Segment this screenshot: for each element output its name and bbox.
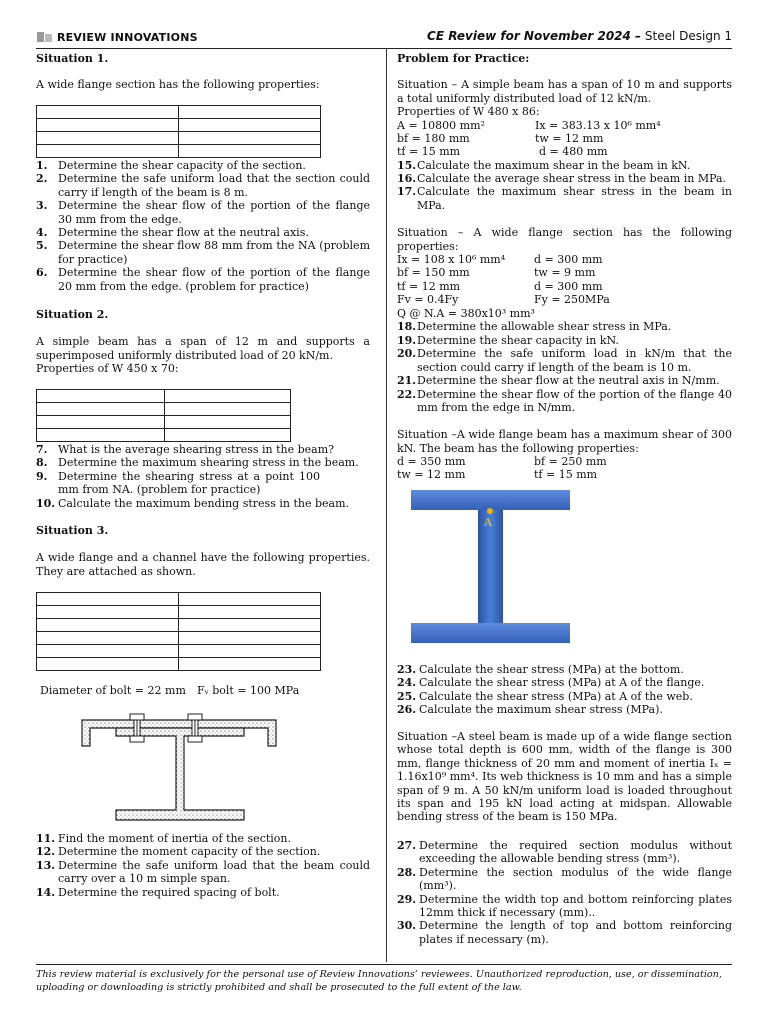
practice-1-props: Properties of W 480 x 86:	[397, 105, 540, 119]
situation-2-questions	[36, 443, 370, 510]
question-item: 16. Calculate the average shear stress in the beam in MPa.	[397, 172, 727, 186]
left-column	[36, 52, 370, 92]
practice-2-q: Q @ N.A = 380x10³ mm³	[397, 307, 535, 321]
logo-icon	[36, 31, 54, 43]
column-divider	[386, 48, 387, 962]
prop-value: bf = 150 mm	[397, 266, 470, 280]
situation-2-table	[36, 389, 291, 442]
question-item: 19. Determine the shear capacity in kN.	[397, 333, 619, 347]
question-item: 14. Determine the required spacing of bolt.	[36, 885, 280, 899]
brand	[36, 31, 198, 44]
prop-value: d = 350 mm	[397, 455, 466, 469]
practice-title: Problem for Practice:	[397, 52, 530, 65]
prop-value: d = 480 mm	[539, 144, 608, 158]
question-item: 24. Calculate the shear stress (MPa) at A of the flange.	[397, 676, 705, 690]
prop-value: Ix = 383.13 x 10⁶ mm⁴	[535, 118, 661, 132]
question-item: 5. Determine the shear flow 88 mm from the NA (problem for practice)	[36, 239, 370, 266]
question-item: 11. Find the moment of inertia of the section.	[36, 832, 291, 845]
question-item: 26. Calculate the maximum shear stress (MPa).	[397, 703, 663, 717]
course-title	[427, 30, 732, 43]
question-item: 23. Calculate the shear stress (MPa) at the bottom.	[397, 663, 684, 676]
prop-value: d = 300 mm	[534, 253, 603, 267]
course-subject: Steel Design 1	[641, 29, 732, 43]
question-item: 28. Determine the section modulus of the wide flange (mm³).	[397, 865, 732, 893]
disclaimer-text: This review material is exclusively for the personal use of Review Innovations’ reviewees. Unauthorized reproduction, use, or dissemination, uploading or downloading is strictly prohibited and shall be prosecuted to the full extent of the law.	[36, 969, 722, 993]
page-header	[36, 30, 732, 49]
prop-value: tf = 15 mm	[534, 468, 598, 482]
practice-2-values	[397, 253, 732, 307]
situation-1-table	[36, 105, 321, 158]
question-item: 13. Determine the safe uniform load that the beam could carry over a 10 m simple span.	[36, 858, 370, 886]
prop-value: Fv = 0.4Fy	[397, 293, 459, 307]
course-bold: CE Review for November 2024 –	[427, 29, 642, 43]
situation-3-title: Situation 3.	[36, 524, 109, 537]
practice-4	[397, 730, 732, 824]
practice-1-text: Situation – A simple beam has a span of 10 m and supports a total uniformly distributed load of 12 kN/m.	[397, 78, 732, 105]
practice-2-questions	[397, 320, 732, 414]
situation-3	[36, 524, 370, 578]
question-item: 3. Determine the shear flow of the portion of the flange 30 mm from the edge.	[36, 199, 370, 226]
situation-2	[36, 308, 370, 376]
prop-value: Ix = 108 x 10⁶ mm⁴	[397, 253, 506, 267]
practice-4-text: Situation –A steel beam is made up of a wide flange section whose total depth is 600 mm, width of the flange is 300 mm, flange thickness of 20 mm and moment of inertia Iₓ = 1.16x10⁹ mm⁴. Its web thickness is 10 mm and has a simple span of 9 m. A 50 kN/m uniform load is loaded throughout its span and 195 kN load acting at midspan. Allowable bending stress of the beam is 150 MPa.	[397, 730, 732, 824]
situation-2-props: Properties of W 450 x 70:	[36, 362, 179, 376]
practice-3-values	[397, 455, 732, 481]
question-item: 21. Determine the shear flow at the neutral axis in N/mm.	[397, 374, 720, 388]
prop-value: tw = 12 mm	[535, 131, 604, 145]
prop-value: tw = 9 mm	[534, 266, 596, 280]
question-item: 6. Determine the shear flow of the portion of the flange 20 mm from the edge. (problem for practice)	[36, 266, 370, 293]
situation-3-text: A wide flange and a channel have the following properties. They are attached as shown.	[36, 551, 370, 578]
question-item: 2. Determine the safe uniform load that the section could carry if length of the beam is 8 m.	[36, 172, 370, 199]
practice-3-text: Situation –A wide flange beam has a maximum shear of 300 kN. The beam has the following properties:	[397, 428, 732, 455]
right-column	[397, 52, 732, 481]
top-flange	[411, 490, 570, 510]
prop-value: tf = 15 mm	[397, 144, 461, 158]
brand-name: REVIEW INNOVATIONS	[57, 31, 198, 44]
situation-2-title: Situation 2.	[36, 308, 109, 321]
bolt-diameter: Diameter of bolt = 22 mm	[40, 684, 186, 697]
prop-value: bf = 250 mm	[534, 455, 607, 469]
question-item: 22. Determine the shear flow of the portion of the flange 40 mm from the edge in N/mm.	[397, 387, 732, 414]
question-item: 10. Calculate the maximum bending stress in the beam.	[36, 496, 349, 510]
situation-3-questions	[36, 832, 370, 899]
question-item: 7. What is the average shearing stress in the beam?	[36, 443, 335, 456]
situation-2-text: A simple beam has a span of 12 m and supports a superimposed uniformly distributed load of 20 kN/m.	[36, 335, 370, 362]
point-a-label: A	[484, 516, 492, 529]
i-beam-diagram	[410, 489, 572, 645]
question-item: 30. Determine the length of top and bottom reinforcing plates if necessary (m).	[397, 919, 732, 946]
situation-3-table	[36, 592, 321, 671]
practice-1-values	[397, 119, 732, 159]
question-item: 29. Determine the width top and bottom reinforcing plates 12mm thick if necessary (mm)..	[397, 892, 732, 920]
question-item: 12. Determine the moment capacity of the section.	[36, 845, 321, 859]
prop-value: tf = 12 mm	[397, 280, 461, 294]
prop-value: bf = 180 mm	[397, 131, 470, 145]
question-item: 15. Calculate the maximum shear in the beam in kN.	[397, 158, 691, 172]
question-item: 9. Determine the shearing stress at a point 100 mm from NA. (problem for practice)	[36, 469, 320, 497]
prop-value: d = 300 mm	[534, 280, 603, 294]
footer-disclaimer	[36, 964, 732, 994]
practice-4-questions	[397, 839, 732, 946]
situation-1-text: A wide flange section has the following properties:	[36, 78, 320, 92]
situation-1-questions	[36, 159, 370, 293]
practice-2-text: Situation – A wide flange section has the following properties:	[397, 226, 732, 253]
practice-1-questions	[397, 159, 732, 213]
point-a-marker	[487, 508, 493, 514]
question-item: 20. Determine the safe uniform load in kN/m that the section could carry if length of the beam is 10 m.	[397, 347, 732, 374]
question-item: 8. Determine the maximum shearing stress in the beam.	[36, 456, 359, 470]
prop-value: Fy = 250MPa	[534, 293, 610, 307]
question-item: 18. Determine the allowable shear stress in MPa.	[397, 320, 672, 334]
question-item: 17. Calculate the maximum shear stress in the beam in MPa.	[397, 185, 732, 212]
situation-1-title: Situation 1.	[36, 52, 109, 65]
prop-value: tw = 12 mm	[397, 468, 466, 482]
question-item: 4. Determine the shear flow at the neutral axis.	[36, 226, 309, 240]
bolt-shear-strength: Fᵥ bolt = 100 MPa	[197, 684, 300, 697]
question-item: 25. Calculate the shear stress (MPa) at A of the web.	[397, 689, 693, 703]
question-item: 1. Determine the shear capacity of the section.	[36, 159, 306, 172]
bottom-flange	[411, 623, 570, 643]
built-up-section-diagram	[80, 710, 280, 825]
practice-3-questions	[397, 663, 732, 717]
prop-value: A = 10800 mm²	[397, 118, 485, 132]
question-item: 27. Determine the required section modulus without exceeding the allowable bending stress (mm³).	[397, 839, 732, 866]
